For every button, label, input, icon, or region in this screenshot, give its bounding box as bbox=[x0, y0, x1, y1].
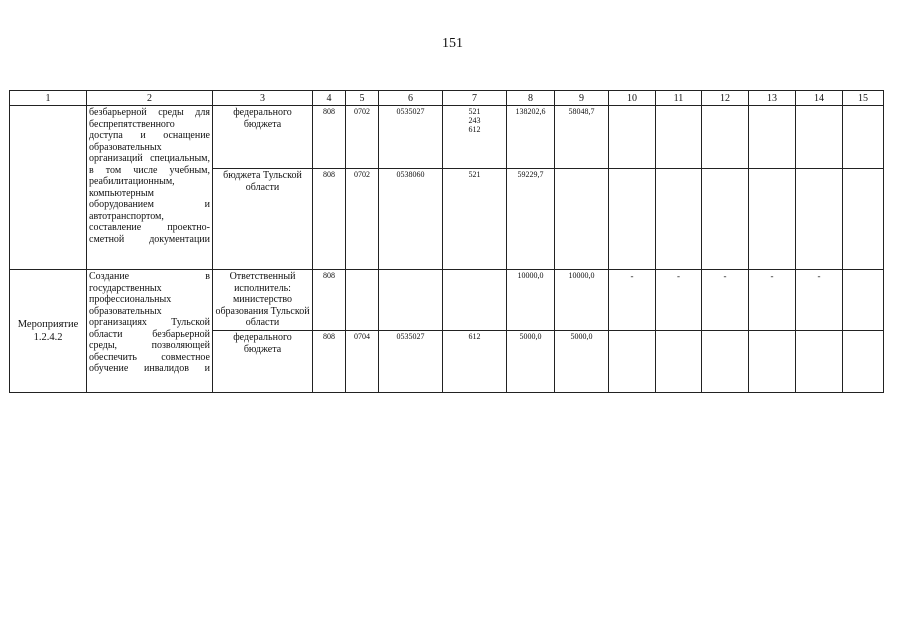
cell-c9: 58048,7 bbox=[555, 106, 609, 169]
dash-cell: - bbox=[656, 270, 702, 331]
cell-empty bbox=[749, 331, 796, 393]
cell-c6: 0535027 bbox=[379, 106, 443, 169]
col-header: 15 bbox=[843, 91, 884, 106]
cell-empty bbox=[749, 106, 796, 169]
dash-cell: - bbox=[609, 270, 656, 331]
cell-empty bbox=[843, 331, 884, 393]
measure-cell: Мероприятие 1.2.4.2 bbox=[10, 270, 87, 393]
cell-c5: 0704 bbox=[346, 331, 379, 393]
code-line: 243 bbox=[468, 116, 481, 125]
budget-table bbox=[9, 90, 884, 393]
cell-c5: 0702 bbox=[346, 106, 379, 169]
cell-empty bbox=[796, 169, 843, 270]
cell-c8: 59229,7 bbox=[507, 169, 555, 270]
source-cell: федерального бюджета bbox=[213, 331, 313, 393]
description-cell: Создание в государственных профессиональных образовательных организациях Тульской области безбарьерной среды, позволяющей обеспечить совместное обучение инвалидов и bbox=[87, 270, 213, 393]
cell-empty bbox=[443, 270, 507, 331]
col-header: 3 bbox=[213, 91, 313, 106]
cell-c4: 808 bbox=[313, 169, 346, 270]
col-header: 11 bbox=[656, 91, 702, 106]
header-row bbox=[10, 91, 884, 106]
cell-c8: 5000,0 bbox=[507, 331, 555, 393]
cell-empty bbox=[609, 106, 656, 169]
col-header: 6 bbox=[379, 91, 443, 106]
cell-c9: 5000,0 bbox=[555, 331, 609, 393]
cell-c8: 10000,0 bbox=[507, 270, 555, 331]
cell-c8: 138202,6 bbox=[507, 106, 555, 169]
col-header: 14 bbox=[796, 91, 843, 106]
col-header: 4 bbox=[313, 91, 346, 106]
measure-cell-empty bbox=[10, 106, 87, 270]
cell-c4: 808 bbox=[313, 331, 346, 393]
page-number: 151 bbox=[442, 36, 463, 51]
cell-c4: 808 bbox=[313, 106, 346, 169]
col-header: 7 bbox=[443, 91, 507, 106]
cell-c5: 0702 bbox=[346, 169, 379, 270]
description-cell: безбарьерной среды для беспрепятственного доступа и оснащение образовательных организаций специальным, в том числе учебным, реабилитационным, компьютерным оборудованием и автотранспортом, составление проектно-сметной документации bbox=[87, 106, 213, 270]
executor-cell: Ответственный исполнитель: министерство образования Тульской области bbox=[213, 270, 313, 331]
cell-c7: 521 bbox=[443, 169, 507, 270]
col-header: 2 bbox=[87, 91, 213, 106]
col-header: 8 bbox=[507, 91, 555, 106]
code-line: 612 bbox=[468, 125, 481, 134]
dash-cell: - bbox=[749, 270, 796, 331]
cell-empty bbox=[702, 169, 749, 270]
source-cell: федерального бюджета bbox=[213, 106, 313, 169]
cell-empty bbox=[656, 106, 702, 169]
cell-empty bbox=[609, 331, 656, 393]
cell-empty bbox=[702, 106, 749, 169]
cell-empty bbox=[609, 169, 656, 270]
code-line: 521 bbox=[468, 107, 481, 116]
cell-empty bbox=[555, 169, 609, 270]
cell-empty bbox=[379, 270, 443, 331]
cell-c4: 808 bbox=[313, 270, 346, 331]
cell-c7: 612 bbox=[443, 331, 507, 393]
col-header: 5 bbox=[346, 91, 379, 106]
col-header: 12 bbox=[702, 91, 749, 106]
dash-cell: - bbox=[796, 270, 843, 331]
cell-empty bbox=[656, 331, 702, 393]
col-header: 13 bbox=[749, 91, 796, 106]
col-header: 9 bbox=[555, 91, 609, 106]
table-row bbox=[10, 270, 884, 331]
col-header: 10 bbox=[609, 91, 656, 106]
cell-empty bbox=[796, 331, 843, 393]
cell-empty bbox=[702, 331, 749, 393]
dash-cell: - bbox=[702, 270, 749, 331]
cell-empty bbox=[796, 106, 843, 169]
cell-c6: 0538060 bbox=[379, 169, 443, 270]
cell-empty bbox=[346, 270, 379, 331]
table-row bbox=[10, 106, 884, 169]
cell-c6: 0535027 bbox=[379, 331, 443, 393]
cell-empty bbox=[749, 169, 796, 270]
cell-c9: 10000,0 bbox=[555, 270, 609, 331]
cell-empty bbox=[843, 270, 884, 331]
col-header: 1 bbox=[10, 91, 87, 106]
cell-c7 bbox=[443, 106, 507, 169]
source-cell: бюджета Тульской области bbox=[213, 169, 313, 270]
cell-empty bbox=[843, 169, 884, 270]
cell-empty bbox=[656, 169, 702, 270]
cell-empty bbox=[843, 106, 884, 169]
